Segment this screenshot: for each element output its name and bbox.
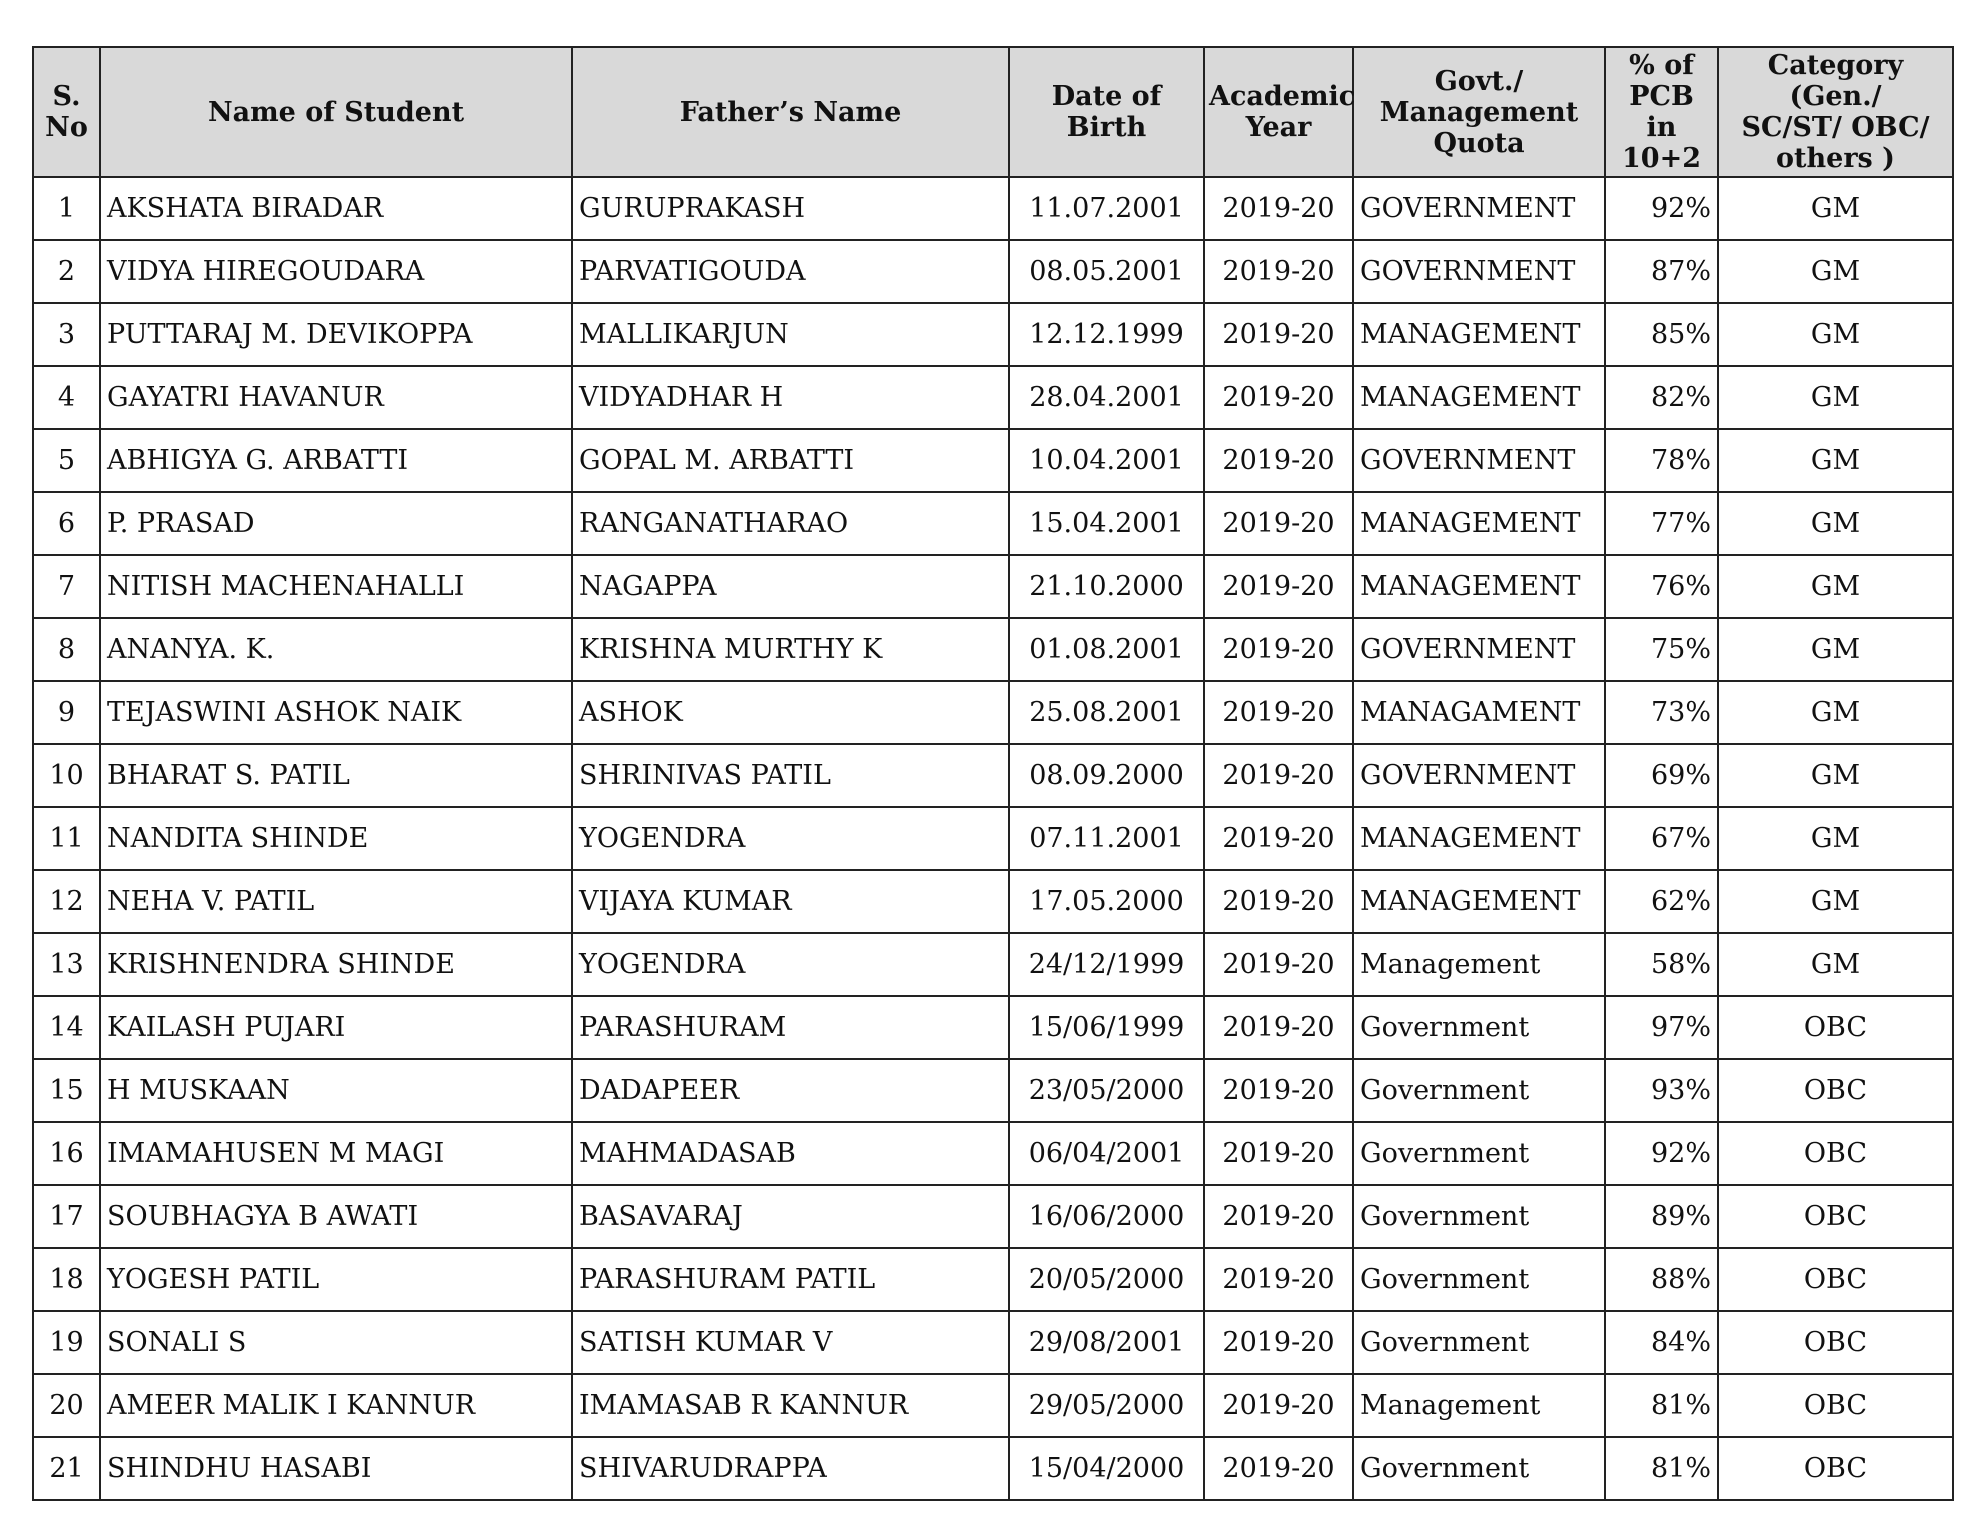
cell-dob: 24/12/1999 <box>1009 933 1204 996</box>
cell-student-name: PUTTARAJ M. DEVIKOPPA <box>100 303 572 366</box>
cell-father-name: GURUPRAKASH <box>572 177 1009 240</box>
table-row <box>33 1437 1953 1500</box>
cell-sno: 7 <box>33 555 100 618</box>
cell-student-name: SHINDHU HASABI <box>100 1437 572 1500</box>
cell-dob: 08.09.2000 <box>1009 744 1204 807</box>
cell-quota: Government <box>1353 1248 1605 1311</box>
cell-student-name: VIDYA HIREGOUDARA <box>100 240 572 303</box>
table-row <box>33 1122 1953 1185</box>
cell-student-name: GAYATRI HAVANUR <box>100 366 572 429</box>
cell-academic-year: 2019-20 <box>1204 1374 1353 1437</box>
cell-category: OBC <box>1718 996 1953 1059</box>
cell-student-name: ABHIGYA G. ARBATTI <box>100 429 572 492</box>
cell-academic-year: 2019-20 <box>1204 1059 1353 1122</box>
cell-quota: GOVERNMENT <box>1353 744 1605 807</box>
cell-sno: 2 <box>33 240 100 303</box>
header-sno: S. No <box>33 47 100 177</box>
cell-dob: 29/08/2001 <box>1009 1311 1204 1374</box>
cell-category: OBC <box>1718 1059 1953 1122</box>
table-row <box>33 429 1953 492</box>
table-row <box>33 807 1953 870</box>
table-row <box>33 303 1953 366</box>
cell-pcb-percent: 73% <box>1605 681 1718 744</box>
cell-quota: MANAGEMENT <box>1353 303 1605 366</box>
cell-father-name: IMAMASAB R KANNUR <box>572 1374 1009 1437</box>
cell-category: OBC <box>1718 1437 1953 1500</box>
cell-sno: 1 <box>33 177 100 240</box>
cell-pcb-percent: 89% <box>1605 1185 1718 1248</box>
cell-sno: 6 <box>33 492 100 555</box>
cell-pcb-percent: 97% <box>1605 996 1718 1059</box>
cell-academic-year: 2019-20 <box>1204 807 1353 870</box>
cell-dob: 17.05.2000 <box>1009 870 1204 933</box>
cell-student-name: H MUSKAAN <box>100 1059 572 1122</box>
cell-pcb-percent: 87% <box>1605 240 1718 303</box>
cell-quota: Government <box>1353 1185 1605 1248</box>
cell-student-name: YOGESH PATIL <box>100 1248 572 1311</box>
table-row <box>33 492 1953 555</box>
table-row <box>33 1311 1953 1374</box>
cell-quota: Government <box>1353 1059 1605 1122</box>
header-academic-year: Academic Year <box>1204 47 1353 177</box>
cell-sno: 16 <box>33 1122 100 1185</box>
cell-academic-year: 2019-20 <box>1204 555 1353 618</box>
header-pcb-percent: % of PCB in 10+2 <box>1605 47 1718 177</box>
cell-category: GM <box>1718 807 1953 870</box>
cell-student-name: ANANYA. K. <box>100 618 572 681</box>
cell-sno: 3 <box>33 303 100 366</box>
cell-father-name: PARASHURAM PATIL <box>572 1248 1009 1311</box>
cell-category: GM <box>1718 681 1953 744</box>
cell-student-name: NEHA V. PATIL <box>100 870 572 933</box>
cell-sno: 9 <box>33 681 100 744</box>
cell-academic-year: 2019-20 <box>1204 870 1353 933</box>
cell-dob: 15/06/1999 <box>1009 996 1204 1059</box>
cell-dob: 11.07.2001 <box>1009 177 1204 240</box>
cell-student-name: KAILASH PUJARI <box>100 996 572 1059</box>
cell-student-name: P. PRASAD <box>100 492 572 555</box>
cell-dob: 29/05/2000 <box>1009 1374 1204 1437</box>
cell-pcb-percent: 81% <box>1605 1374 1718 1437</box>
cell-academic-year: 2019-20 <box>1204 996 1353 1059</box>
cell-student-name: NITISH MACHENAHALLI <box>100 555 572 618</box>
cell-sno: 18 <box>33 1248 100 1311</box>
cell-category: GM <box>1718 366 1953 429</box>
cell-sno: 20 <box>33 1374 100 1437</box>
cell-academic-year: 2019-20 <box>1204 1248 1353 1311</box>
cell-category: OBC <box>1718 1248 1953 1311</box>
cell-father-name: KRISHNA MURTHY K <box>572 618 1009 681</box>
cell-father-name: SHIVARUDRAPPA <box>572 1437 1009 1500</box>
cell-father-name: BASAVARAJ <box>572 1185 1009 1248</box>
cell-pcb-percent: 88% <box>1605 1248 1718 1311</box>
cell-category: GM <box>1718 744 1953 807</box>
cell-pcb-percent: 92% <box>1605 177 1718 240</box>
table-row <box>33 1248 1953 1311</box>
cell-father-name: SHRINIVAS PATIL <box>572 744 1009 807</box>
cell-pcb-percent: 67% <box>1605 807 1718 870</box>
table-row <box>33 1059 1953 1122</box>
cell-quota: MANAGEMENT <box>1353 555 1605 618</box>
cell-sno: 13 <box>33 933 100 996</box>
cell-dob: 25.08.2001 <box>1009 681 1204 744</box>
cell-sno: 17 <box>33 1185 100 1248</box>
cell-father-name: DADAPEER <box>572 1059 1009 1122</box>
cell-sno: 15 <box>33 1059 100 1122</box>
table-row <box>33 177 1953 240</box>
cell-category: GM <box>1718 177 1953 240</box>
cell-pcb-percent: 81% <box>1605 1437 1718 1500</box>
cell-category: GM <box>1718 429 1953 492</box>
cell-category: OBC <box>1718 1311 1953 1374</box>
cell-academic-year: 2019-20 <box>1204 1122 1353 1185</box>
cell-student-name: KRISHNENDRA SHINDE <box>100 933 572 996</box>
cell-academic-year: 2019-20 <box>1204 1437 1353 1500</box>
cell-student-name: AKSHATA BIRADAR <box>100 177 572 240</box>
cell-father-name: YOGENDRA <box>572 807 1009 870</box>
cell-pcb-percent: 82% <box>1605 366 1718 429</box>
cell-quota: GOVERNMENT <box>1353 177 1605 240</box>
cell-quota: Management <box>1353 1374 1605 1437</box>
cell-quota: Government <box>1353 1311 1605 1374</box>
table-row <box>33 870 1953 933</box>
cell-father-name: PARASHURAM <box>572 996 1009 1059</box>
cell-quota: Government <box>1353 1122 1605 1185</box>
cell-sno: 11 <box>33 807 100 870</box>
cell-sno: 4 <box>33 366 100 429</box>
table-row <box>33 744 1953 807</box>
cell-category: OBC <box>1718 1374 1953 1437</box>
cell-sno: 12 <box>33 870 100 933</box>
cell-academic-year: 2019-20 <box>1204 366 1353 429</box>
student-table <box>32 46 1954 1501</box>
cell-quota: Government <box>1353 1437 1605 1500</box>
header-quota: Govt./ Management Quota <box>1353 47 1605 177</box>
cell-dob: 23/05/2000 <box>1009 1059 1204 1122</box>
cell-category: GM <box>1718 240 1953 303</box>
cell-pcb-percent: 78% <box>1605 429 1718 492</box>
cell-father-name: ASHOK <box>572 681 1009 744</box>
cell-quota: GOVERNMENT <box>1353 240 1605 303</box>
header-dob: Date of Birth <box>1009 47 1204 177</box>
table-row <box>33 681 1953 744</box>
cell-pcb-percent: 69% <box>1605 744 1718 807</box>
table-row <box>33 1185 1953 1248</box>
table-row <box>33 240 1953 303</box>
cell-dob: 28.04.2001 <box>1009 366 1204 429</box>
header-category: Category (Gen./ SC/ST/ OBC/ others ) <box>1718 47 1953 177</box>
cell-dob: 15/04/2000 <box>1009 1437 1204 1500</box>
cell-quota: GOVERNMENT <box>1353 618 1605 681</box>
table-row <box>33 618 1953 681</box>
cell-dob: 10.04.2001 <box>1009 429 1204 492</box>
cell-category: GM <box>1718 870 1953 933</box>
cell-sno: 19 <box>33 1311 100 1374</box>
cell-pcb-percent: 75% <box>1605 618 1718 681</box>
cell-academic-year: 2019-20 <box>1204 933 1353 996</box>
cell-student-name: AMEER MALIK I KANNUR <box>100 1374 572 1437</box>
cell-quota: MANAGEMENT <box>1353 870 1605 933</box>
cell-father-name: MAHMADASAB <box>572 1122 1009 1185</box>
cell-category: GM <box>1718 492 1953 555</box>
cell-dob: 16/06/2000 <box>1009 1185 1204 1248</box>
cell-sno: 8 <box>33 618 100 681</box>
table-row <box>33 933 1953 996</box>
cell-quota: GOVERNMENT <box>1353 429 1605 492</box>
cell-father-name: SATISH KUMAR V <box>572 1311 1009 1374</box>
cell-pcb-percent: 84% <box>1605 1311 1718 1374</box>
cell-academic-year: 2019-20 <box>1204 744 1353 807</box>
cell-student-name: BHARAT S. PATIL <box>100 744 572 807</box>
cell-father-name: GOPAL M. ARBATTI <box>572 429 1009 492</box>
cell-pcb-percent: 93% <box>1605 1059 1718 1122</box>
cell-father-name: YOGENDRA <box>572 933 1009 996</box>
cell-sno: 5 <box>33 429 100 492</box>
cell-pcb-percent: 62% <box>1605 870 1718 933</box>
cell-father-name: RANGANATHARAO <box>572 492 1009 555</box>
cell-pcb-percent: 77% <box>1605 492 1718 555</box>
table-row <box>33 555 1953 618</box>
cell-quota: MANAGAMENT <box>1353 681 1605 744</box>
cell-sno: 10 <box>33 744 100 807</box>
table-row <box>33 1374 1953 1437</box>
cell-category: GM <box>1718 555 1953 618</box>
cell-quota: Management <box>1353 933 1605 996</box>
cell-academic-year: 2019-20 <box>1204 1185 1353 1248</box>
table-row <box>33 366 1953 429</box>
cell-student-name: TEJASWINI ASHOK NAIK <box>100 681 572 744</box>
cell-category: GM <box>1718 303 1953 366</box>
cell-father-name: VIDYADHAR H <box>572 366 1009 429</box>
cell-dob: 15.04.2001 <box>1009 492 1204 555</box>
cell-dob: 01.08.2001 <box>1009 618 1204 681</box>
cell-pcb-percent: 85% <box>1605 303 1718 366</box>
cell-student-name: NANDITA SHINDE <box>100 807 572 870</box>
cell-quota: MANAGEMENT <box>1353 807 1605 870</box>
cell-academic-year: 2019-20 <box>1204 429 1353 492</box>
cell-category: OBC <box>1718 1185 1953 1248</box>
cell-student-name: SOUBHAGYA B AWATI <box>100 1185 572 1248</box>
cell-dob: 21.10.2000 <box>1009 555 1204 618</box>
cell-dob: 20/05/2000 <box>1009 1248 1204 1311</box>
cell-dob: 08.05.2001 <box>1009 240 1204 303</box>
cell-academic-year: 2019-20 <box>1204 303 1353 366</box>
cell-academic-year: 2019-20 <box>1204 177 1353 240</box>
cell-sno: 14 <box>33 996 100 1059</box>
cell-student-name: SONALI S <box>100 1311 572 1374</box>
cell-pcb-percent: 76% <box>1605 555 1718 618</box>
cell-academic-year: 2019-20 <box>1204 681 1353 744</box>
cell-father-name: MALLIKARJUN <box>572 303 1009 366</box>
cell-category: GM <box>1718 618 1953 681</box>
cell-quota: Government <box>1353 996 1605 1059</box>
cell-pcb-percent: 58% <box>1605 933 1718 996</box>
cell-academic-year: 2019-20 <box>1204 240 1353 303</box>
header-father-name: Father’s Name <box>572 47 1009 177</box>
cell-academic-year: 2019-20 <box>1204 1311 1353 1374</box>
cell-academic-year: 2019-20 <box>1204 492 1353 555</box>
header-student-name: Name of Student <box>100 47 572 177</box>
cell-category: GM <box>1718 933 1953 996</box>
cell-sno: 21 <box>33 1437 100 1500</box>
student-table-sheet <box>32 46 1952 1501</box>
cell-quota: MANAGEMENT <box>1353 366 1605 429</box>
cell-father-name: PARVATIGOUDA <box>572 240 1009 303</box>
cell-student-name: IMAMAHUSEN M MAGI <box>100 1122 572 1185</box>
cell-dob: 06/04/2001 <box>1009 1122 1204 1185</box>
table-body <box>33 177 1953 1500</box>
cell-dob: 12.12.1999 <box>1009 303 1204 366</box>
cell-quota: MANAGEMENT <box>1353 492 1605 555</box>
cell-pcb-percent: 92% <box>1605 1122 1718 1185</box>
cell-academic-year: 2019-20 <box>1204 618 1353 681</box>
header-row <box>33 47 1953 177</box>
cell-category: OBC <box>1718 1122 1953 1185</box>
cell-father-name: NAGAPPA <box>572 555 1009 618</box>
table-row <box>33 996 1953 1059</box>
cell-father-name: VIJAYA KUMAR <box>572 870 1009 933</box>
cell-dob: 07.11.2001 <box>1009 807 1204 870</box>
